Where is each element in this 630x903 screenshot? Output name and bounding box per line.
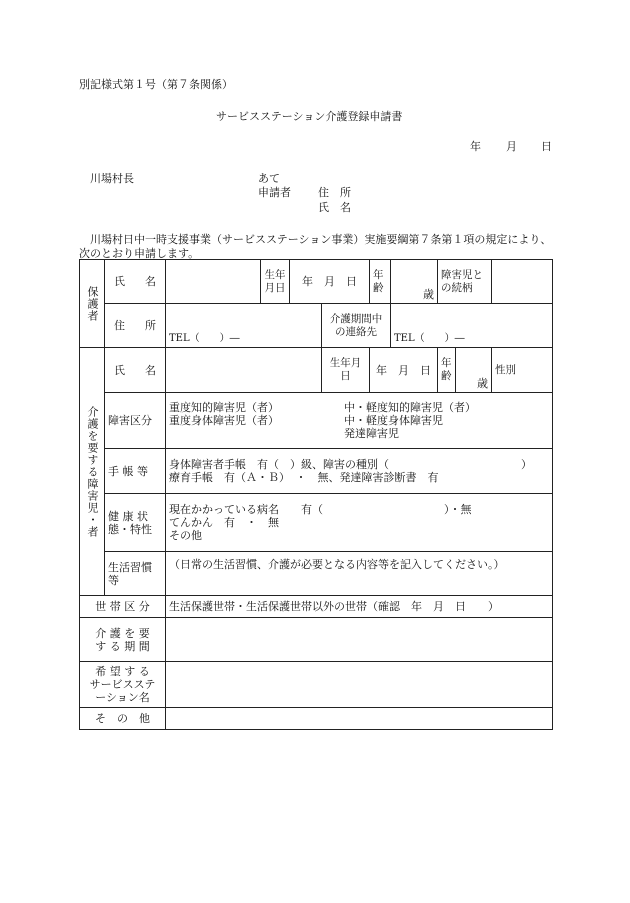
station-field[interactable]: [166, 662, 553, 708]
applicant-address-label: 住 所: [318, 186, 351, 199]
child-disability-options[interactable]: [166, 393, 553, 449]
child-age-field[interactable]: 歳: [456, 348, 492, 393]
other-row: [80, 708, 553, 730]
child-handbook-field[interactable]: [166, 449, 553, 494]
child-birth-label: 生年月日: [322, 348, 370, 393]
other-label: そ の 他: [80, 708, 166, 730]
guardian-section: [80, 260, 105, 348]
child-health-label: 健 康 状態・特性: [105, 494, 166, 552]
household-options[interactable]: 生活保護世帯・生活保護世帯以外の世帯（確認 年 月 日 ）: [166, 596, 553, 618]
child-birth-field[interactable]: 年 月 日: [370, 348, 438, 393]
intro-line-2: 次のとおり申請します。: [79, 247, 200, 260]
guardian-age-label: 年齢: [370, 260, 391, 304]
date-day: 日: [541, 140, 552, 153]
date-month: 月: [506, 140, 517, 153]
option-severe-physical[interactable]: 重度身体障害児（者）: [169, 414, 279, 427]
guardian-relation-label: 障害児との続柄: [438, 260, 492, 304]
guardian-age-field[interactable]: 歳: [391, 260, 438, 304]
guardian-birth-field[interactable]: 年 月 日: [290, 260, 370, 304]
guardian-contact-label: 介護期間中の連絡先: [322, 304, 391, 348]
option-severe-intellectual[interactable]: 重度知的障害児（者）: [169, 401, 279, 414]
guardian-row-address: [80, 304, 553, 348]
date-year: 年: [470, 140, 481, 153]
child-section: [80, 348, 105, 596]
application-table: [79, 259, 553, 730]
child-habits-label: 生活習慣等: [105, 552, 166, 596]
handbook-line-2: 療育手帳 有（Ａ・Ｂ） ・ 無、発達障害診断書 有: [169, 471, 439, 484]
child-disability-label: 障害区分: [105, 393, 166, 449]
honorific: あて: [258, 172, 280, 185]
guardian-address-label-cell: 住 所: [105, 304, 166, 348]
applicant-name-label: 氏 名: [318, 201, 351, 214]
child-handbook-label: 手 帳 等: [105, 449, 166, 494]
guardian-tel: TEL（ ）―: [169, 333, 240, 344]
child-name-label-cell: 氏 名: [105, 348, 166, 393]
child-row-health: [80, 494, 553, 552]
other-field[interactable]: [166, 708, 553, 730]
child-section-label: 介護を要する障害児・者: [86, 405, 99, 538]
child-name-field[interactable]: [166, 348, 322, 393]
form-number: 別記様式第１号（第７条関係）: [79, 78, 233, 91]
child-health-field[interactable]: [166, 494, 553, 552]
guardian-address-field[interactable]: [166, 304, 322, 348]
guardian-name-label-cell: 氏 名: [105, 260, 166, 304]
option-moderate-physical[interactable]: 中・軽度身体障害児: [344, 414, 443, 427]
guardian-contact-field[interactable]: [391, 304, 553, 348]
health-line-1: 現在かかっている病名 有（ ）・無: [169, 503, 472, 516]
health-line-2: てんかん 有 ・ 無: [169, 516, 279, 529]
applicant-label: 申請者: [258, 186, 291, 199]
station-label: 希 望 す る サービスステ ーション名: [80, 662, 166, 708]
child-sex-cell[interactable]: [492, 348, 553, 393]
habits-note: （日常の生活習慣、介護が必要となる内容等を記入してください。）: [169, 558, 505, 571]
care-period-row: [80, 618, 553, 662]
household-row: [80, 596, 553, 618]
guardian-contact-tel: TEL（ ）―: [394, 333, 465, 344]
health-line-3: その他: [169, 529, 202, 542]
care-period-field[interactable]: [166, 618, 553, 662]
child-row-name: [80, 348, 553, 393]
child-row-handbook: [80, 449, 553, 494]
form-title: サービスステーション介護登録申請書: [216, 110, 403, 123]
household-label: 世 帯 区 分: [80, 596, 166, 618]
handbook-line-1: 身体障害者手帳 有（ ）級、障害の種別（ ）: [169, 458, 532, 471]
option-developmental[interactable]: 発達障害児: [344, 427, 399, 440]
guardian-birth-label: 生年月日: [261, 260, 290, 304]
child-row-disability: [80, 393, 553, 449]
care-period-label: 介 護 を 要 す る 期 間: [80, 618, 166, 662]
guardian-section-label: 保護者: [86, 285, 99, 322]
child-row-habits: [80, 552, 553, 596]
child-habits-field[interactable]: [166, 552, 553, 596]
guardian-relation-field[interactable]: [492, 260, 553, 304]
child-sex-label: 性別: [495, 364, 516, 376]
guardian-row-name: [80, 260, 553, 304]
child-age-label: 年齢: [438, 348, 456, 393]
intro-line-1: 川場村日中一時支援事業（サービスステーション事業）実施要綱第７条第１項の規定により、: [90, 233, 552, 246]
recipient: 川場村長: [90, 172, 134, 185]
guardian-name-field[interactable]: [166, 260, 261, 304]
option-moderate-intellectual[interactable]: 中・軽度知的障害児（者）: [344, 401, 476, 414]
station-row: [80, 662, 553, 708]
